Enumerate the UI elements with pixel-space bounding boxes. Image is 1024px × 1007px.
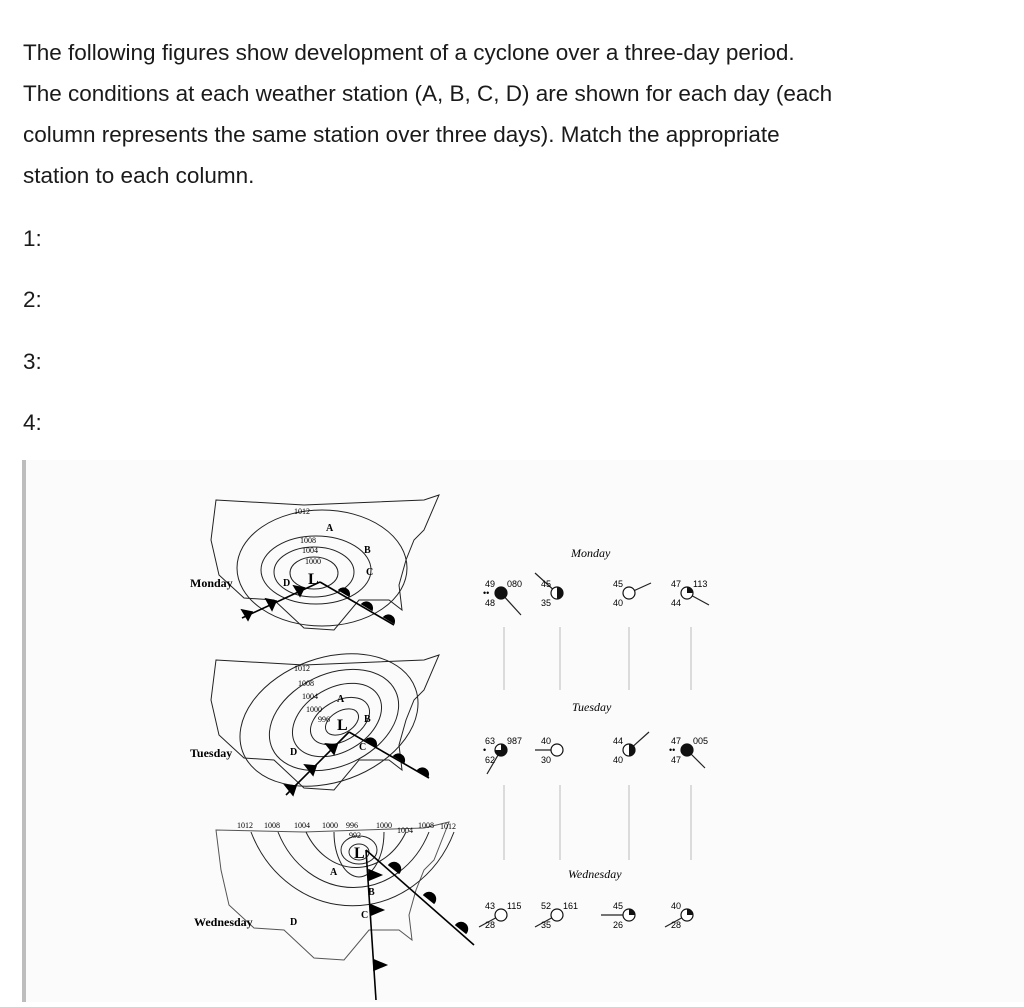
station-a-label: A [330, 867, 338, 878]
station-temperature: 40 [671, 901, 682, 911]
isobar-label: 1000 [306, 705, 322, 714]
station-c-label: C [361, 910, 369, 921]
cloud-cover-icon [551, 909, 563, 921]
station-pressure: 080 [507, 579, 523, 589]
station-row-label-monday: Monday [571, 546, 611, 560]
station-dewpoint: 26 [613, 920, 624, 930]
station-temperature: 43 [485, 901, 496, 911]
station-dewpoint: 48 [485, 598, 496, 608]
station-temperature: 47 [671, 579, 682, 589]
us-map-outline [216, 822, 449, 960]
station-d-label: D [283, 578, 291, 589]
column-arrows [504, 627, 691, 860]
cloud-cover-icon [495, 909, 507, 921]
question-line: station to each column. [23, 163, 255, 188]
station-pressure: 005 [693, 736, 709, 746]
isobar-label: 1004 [302, 692, 318, 701]
station-dewpoint: 44 [671, 598, 682, 608]
station-d-label: D [290, 747, 298, 758]
station-row-label-tuesday: Tuesday [572, 700, 612, 714]
answer-label-4: 4: [23, 410, 42, 435]
present-weather-icon: •• [669, 745, 676, 755]
answer-label-2: 2: [23, 287, 42, 312]
station-dewpoint: 30 [541, 755, 552, 765]
station-b-label: B [364, 714, 371, 725]
station-dewpoint: 40 [613, 598, 624, 608]
isobar-label: 1000 [376, 821, 392, 830]
station-dewpoint: 28 [671, 920, 682, 930]
present-weather-icon: • [483, 745, 487, 755]
cyclone-figure-svg [26, 460, 1024, 1002]
station-dewpoint: 35 [541, 598, 552, 608]
isobar-label: 996 [346, 821, 358, 830]
isobar-label: 996 [318, 715, 330, 724]
isobar-label: 1012 [294, 664, 310, 673]
station-temperature: 49 [485, 579, 496, 589]
question-text [23, 32, 1003, 196]
question-line: column represents the same station over three days). Match the appropriate [23, 122, 780, 147]
low-pressure-label: L [337, 717, 348, 734]
station-a-label: A [337, 694, 345, 705]
cloud-cover-fill-icon [687, 909, 693, 915]
station-temperature: 40 [541, 736, 552, 746]
station-temperature: 44 [613, 736, 624, 746]
isobar-label: 1008 [418, 821, 434, 830]
cloud-cover-icon [623, 587, 635, 599]
isobar-label: 992 [349, 831, 361, 840]
isobar-label: 1000 [305, 557, 321, 566]
isobar-label: 1008 [264, 821, 280, 830]
day-label-wednesday: Wednesday [194, 915, 253, 929]
isobar-label: 1008 [298, 679, 314, 688]
day-label-monday: Monday [190, 576, 233, 590]
station-row-label-wednesday: Wednesday [568, 867, 622, 881]
station-dewpoint: 47 [671, 755, 682, 765]
station-temperature: 45 [541, 579, 552, 589]
low-pressure-label: L [308, 571, 319, 588]
station-dewpoint: 62 [485, 755, 496, 765]
station-c-label: C [366, 567, 374, 578]
station-pressure: 987 [507, 736, 523, 746]
isobar-label: 1004 [302, 546, 318, 555]
station-temperature: 45 [613, 579, 624, 589]
station-d-label: D [290, 917, 298, 928]
isobar-label: 1004 [294, 821, 310, 830]
cyclone-figure [22, 460, 1024, 1002]
station-dewpoint: 28 [485, 920, 496, 930]
station-b-label: B [368, 887, 375, 898]
day-label-tuesday: Tuesday [190, 746, 233, 760]
station-temperature: 47 [671, 736, 682, 746]
cloud-cover-icon [495, 587, 507, 599]
cloud-cover-icon [551, 744, 563, 756]
station-pressure: 161 [563, 901, 579, 911]
answer-label-1: 1: [23, 226, 42, 251]
station-c-label: C [359, 742, 367, 753]
isobar-label: 1008 [300, 536, 316, 545]
question-line: The following figures show development of a cyclone over a three-day period. [23, 40, 795, 65]
answer-label-3: 3: [23, 349, 42, 374]
us-map-outline [211, 495, 439, 630]
station-dewpoint: 35 [541, 920, 552, 930]
station-temperature: 52 [541, 901, 552, 911]
station-temperature: 45 [613, 901, 624, 911]
isobar-label: 1012 [440, 822, 456, 831]
cloud-cover-fill-icon [557, 587, 563, 599]
cloud-cover-fill-icon [629, 909, 635, 915]
low-pressure-label: L [354, 845, 365, 862]
present-weather-icon: •• [483, 588, 490, 598]
weather-fronts [242, 582, 474, 1000]
cloud-cover-icon [681, 744, 693, 756]
station-dewpoint: 40 [613, 755, 624, 765]
isobar-label: 1000 [322, 821, 338, 830]
isobar-label: 1004 [397, 826, 413, 835]
station-b-label: B [364, 545, 371, 556]
station-pressure: 113 [693, 579, 708, 589]
isobar-label: 1012 [294, 507, 310, 516]
station-pressure: 115 [507, 901, 522, 911]
station-a-label: A [326, 523, 334, 534]
question-line: The conditions at each weather station (A, B, C, D) are shown for each day (each [23, 81, 833, 106]
station-temperature: 63 [485, 736, 496, 746]
isobar-label: 1012 [237, 821, 253, 830]
